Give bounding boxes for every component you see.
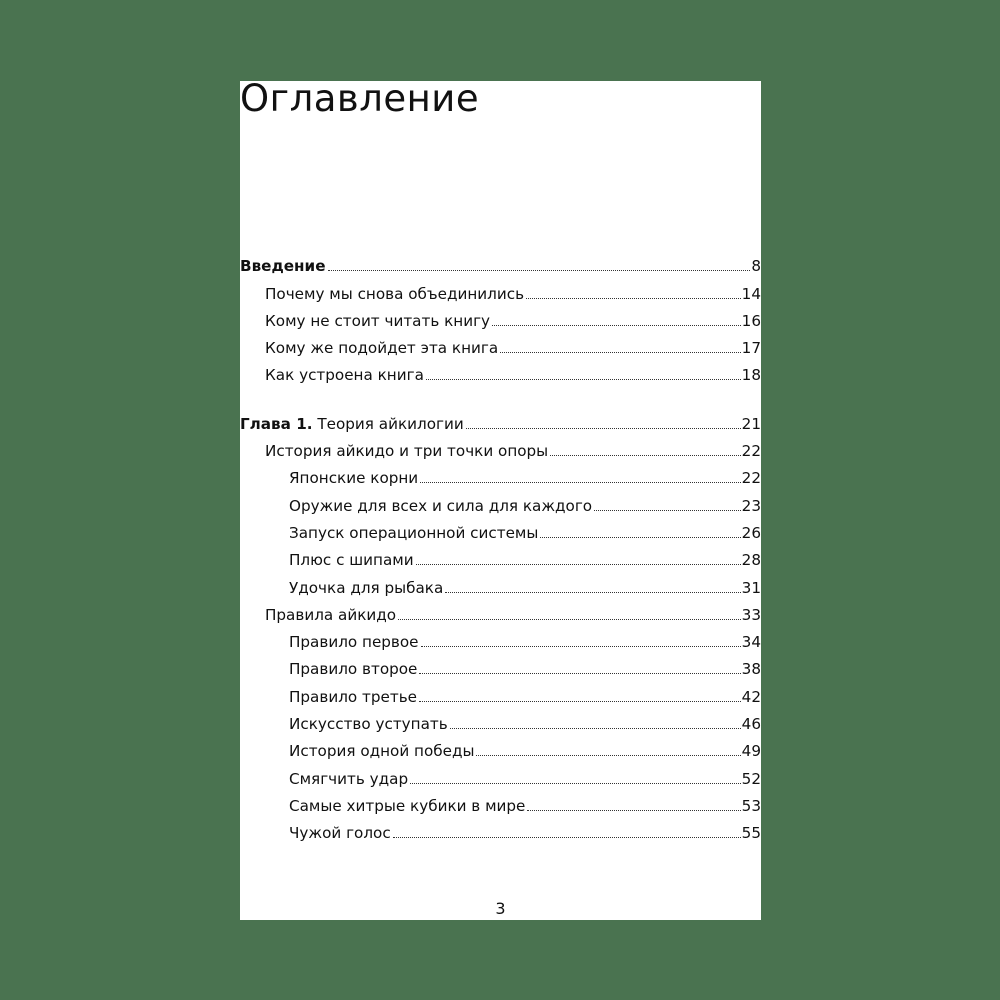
toc-entry[interactable] [240, 761, 761, 788]
toc-entry[interactable] [240, 304, 761, 331]
toc-entry-title: Правило второе [289, 660, 418, 679]
toc-entry-title: Искусство уступать [289, 715, 448, 734]
toc-entry-title: Чужой голос [289, 824, 391, 843]
toc-entry-title: Плюс с шипами [289, 551, 414, 570]
toc-entry-label [289, 496, 594, 516]
toc-entry-page-number: 31 [741, 578, 761, 597]
toc-entry[interactable] [240, 461, 761, 488]
toc-entry-title: История айкидо и три точки опоры [265, 442, 549, 461]
dot-leader [393, 836, 741, 838]
toc-entry[interactable] [240, 679, 761, 706]
dot-leader [526, 297, 741, 299]
toc-entry[interactable] [240, 707, 761, 734]
toc-entry-label [265, 338, 500, 358]
toc-entry-title: Запуск операционной системы [289, 523, 539, 542]
dot-leader [398, 618, 741, 620]
book-page [240, 77, 761, 920]
toc-entry-label [240, 256, 328, 276]
toc-entry-page-number: 14 [741, 284, 761, 303]
toc-entry-label [265, 284, 526, 304]
toc-entry-page-number: 17 [741, 339, 761, 358]
toc-entry-title: Правило первое [289, 633, 419, 652]
toc-entry-label [289, 687, 419, 707]
toc-entry-page-number: 21 [741, 414, 761, 433]
toc-entry-title: Правило третье [289, 687, 417, 706]
dot-leader [445, 591, 740, 593]
dot-leader [550, 454, 740, 456]
toc-entry-label [265, 605, 398, 625]
dot-leader [416, 563, 741, 565]
dot-leader [328, 269, 751, 271]
dot-leader [450, 727, 741, 729]
toc-entry-prefix: Глава 1. [240, 414, 313, 433]
page-number: 3 [495, 899, 506, 918]
toc-entry-page-number: 49 [741, 742, 761, 761]
toc-entry-label [289, 550, 416, 570]
toc-entry[interactable] [240, 516, 761, 543]
toc-entry-title: История одной победы [289, 742, 475, 761]
toc-entry[interactable] [240, 406, 761, 433]
toc-entry[interactable] [240, 543, 761, 570]
toc-entry[interactable] [240, 598, 761, 625]
toc-entry[interactable] [240, 734, 761, 761]
toc-entry-prefix: Введение [240, 257, 326, 276]
dot-leader [419, 700, 741, 702]
page-title: Оглавление [240, 77, 480, 120]
toc-entry-label [289, 823, 393, 843]
toc-entry-title: Кому не стоит читать книгу [265, 311, 491, 330]
toc-entry[interactable] [240, 331, 761, 358]
toc-entry-label [240, 414, 466, 434]
toc-entry-label [289, 796, 527, 816]
toc-entry-label [289, 659, 419, 679]
toc-entry-page-number: 42 [741, 687, 761, 706]
toc-entry-label [289, 468, 420, 488]
toc-entry-title: Кому же подойдет эта книга [265, 339, 499, 358]
toc-entry-label [289, 769, 410, 789]
toc-entry[interactable] [240, 625, 761, 652]
toc-entry-page-number: 18 [741, 366, 761, 385]
toc-entry[interactable] [240, 276, 761, 303]
toc-entry-page-number: 22 [741, 442, 761, 461]
toc-entry-label [289, 741, 476, 761]
dot-leader [420, 481, 740, 483]
toc-entry-title: Смягчить удар [289, 769, 409, 788]
toc-entry-page-number: 23 [741, 496, 761, 515]
toc-entry-page-number: 8 [751, 257, 761, 276]
toc-entry-title: Почему мы снова объединились [265, 284, 525, 303]
toc-entry-page-number: 16 [741, 311, 761, 330]
dot-leader [466, 427, 741, 429]
toc-entry-page-number: 22 [741, 469, 761, 488]
toc-entry[interactable] [240, 488, 761, 515]
dot-leader [594, 509, 741, 511]
dot-leader [527, 809, 740, 811]
toc-entry-label [289, 578, 445, 598]
toc-entry-page-number: 46 [741, 715, 761, 734]
toc-entry[interactable] [240, 358, 761, 385]
toc-entry-title: Японские корни [289, 469, 419, 488]
toc-entry-label [265, 441, 550, 461]
toc-entry-label [265, 311, 492, 331]
dot-leader [426, 378, 741, 380]
toc-entry-page-number: 33 [741, 605, 761, 624]
toc-entry-page-number: 26 [741, 523, 761, 542]
toc-entry[interactable] [240, 789, 761, 816]
toc-entry-title: Оружие для всех и сила для каждого [289, 496, 593, 515]
toc-entry-label [265, 365, 426, 385]
toc-entry-page-number: 52 [741, 769, 761, 788]
dot-leader [421, 645, 741, 647]
toc-entry-title: Теория айкилогии [312, 414, 464, 433]
toc-entry-page-number: 55 [741, 824, 761, 843]
table-of-contents [240, 249, 761, 843]
dot-leader [410, 782, 741, 784]
toc-entry-title: Самые хитрые кубики в мире [289, 796, 526, 815]
toc-entry-page-number: 53 [741, 796, 761, 815]
toc-entry[interactable] [240, 816, 761, 843]
toc-entry[interactable] [240, 652, 761, 679]
toc-entry-page-number: 38 [741, 660, 761, 679]
toc-entry-label [289, 632, 421, 652]
toc-entry-title: Удочка для рыбака [289, 578, 444, 597]
toc-entry-page-number: 34 [741, 633, 761, 652]
dot-leader [500, 351, 740, 353]
toc-entry-label [289, 714, 450, 734]
dot-leader [540, 536, 740, 538]
toc-entry-title: Правила айкидо [265, 605, 397, 624]
toc-entry[interactable] [240, 570, 761, 597]
dot-leader [476, 754, 740, 756]
toc-entry-page-number: 28 [741, 551, 761, 570]
dot-leader [492, 324, 741, 326]
toc-entry-label [289, 523, 540, 543]
toc-entry[interactable] [240, 434, 761, 461]
toc-entry[interactable] [240, 249, 761, 276]
dot-leader [419, 672, 740, 674]
toc-entry-title: Как устроена книга [265, 366, 424, 385]
